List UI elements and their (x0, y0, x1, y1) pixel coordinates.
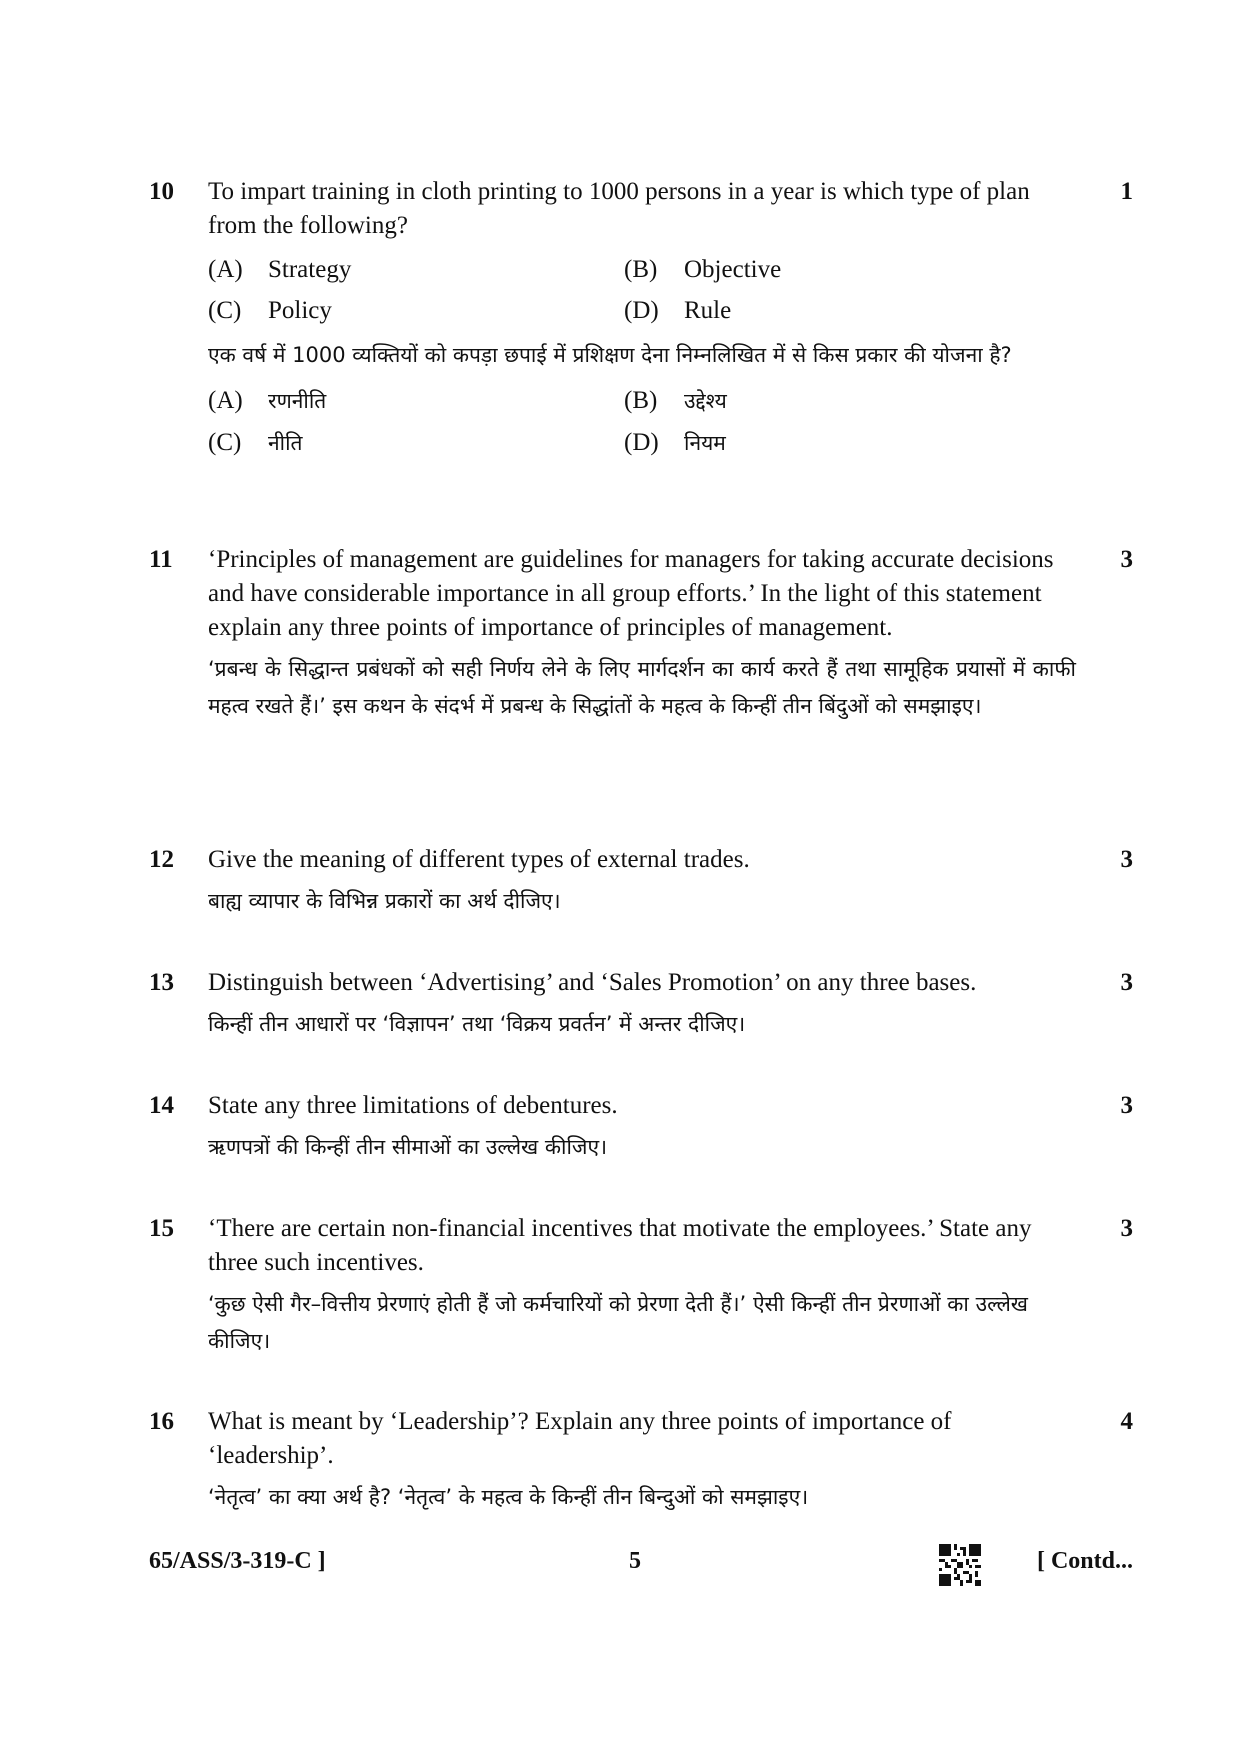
question-number: 10 (149, 178, 174, 205)
question-text-hindi: ‘नेतृत्व’ का क्या अर्थ है? ‘नेतृत्व’ के महत्व के किन्हीं तीन बिन्दुओं को समझाइए। (208, 1485, 809, 1509)
question-body (208, 175, 1076, 464)
question-marks: 3 (1120, 1215, 1133, 1242)
question-text-hindi: बाह्य व्यापार के विभिन्न प्रकारों का अर्थ दीजिए। (208, 889, 561, 913)
option-d-hindi: (D) नियम (624, 429, 726, 456)
question-marks: 3 (1120, 969, 1133, 996)
option-d: (D) Rule (624, 297, 732, 324)
continued-label: [ Contd... (1036, 1548, 1133, 1574)
question-body (208, 1405, 1076, 1516)
question-number: 16 (149, 1408, 174, 1435)
option-c-hindi: (C) नीति (208, 429, 303, 456)
question-number: 13 (149, 969, 174, 996)
question-text-hindi: किन्हीं तीन आधारों पर ‘विज्ञापन’ तथा ‘विक्रय प्रवर्तन’ में अन्तर दीजिए। (208, 1012, 746, 1036)
question-text-english: ‘Principles of management are guidelines for managers for taking accurate decisions and have considerable importance in all group efforts.’ In the light of this statement explain any three points of importance of principles of management. (208, 546, 1054, 641)
option-a-hindi: (A) रणनीति (208, 387, 327, 414)
question-text-english: To impart training in cloth printing to 1000 persons in a year is which type of plan from the following? (208, 178, 1030, 239)
question-text-hindi: ‘कुछ ऐसी गैर–वित्तीय प्रेरणाएं होती हैं जो कर्मचारियों को प्रेरणा देती हैं।’ ऐसी किन्हीं तीन प्रेरणाओं का उल्लेख कीजिए। (208, 1292, 1028, 1353)
page-number: 5 (629, 1548, 641, 1574)
page-footer (149, 1548, 1133, 1588)
paper-code: 65/ASS/3-319-C ] (149, 1548, 326, 1574)
question-text-english: Give the meaning of different types of external trades. (208, 846, 750, 873)
question-number: 11 (149, 546, 173, 573)
options-hindi (208, 380, 1076, 464)
options-english (208, 249, 1076, 331)
option-b: (B) Objective (624, 256, 782, 283)
question-text-english: Distinguish between ‘Advertising’ and ‘Sales Promotion’ on any three bases. (208, 969, 977, 996)
question-text-english: What is meant by ‘Leadership’? Explain any three points of importance of ‘leadership’. (208, 1408, 952, 1469)
question-marks: 4 (1120, 1408, 1133, 1435)
question-body (208, 1212, 1076, 1360)
question-text-english: State any three limitations of debentures. (208, 1092, 618, 1119)
question-body (208, 543, 1076, 725)
question-body (208, 1089, 1076, 1166)
question-marks: 3 (1120, 1092, 1133, 1119)
option-a: (A) Strategy (208, 256, 352, 283)
question-body (208, 843, 1076, 920)
question-number: 15 (149, 1215, 174, 1242)
question-marks: 3 (1120, 846, 1133, 873)
question-number: 14 (149, 1092, 174, 1119)
question-text-hindi: ऋणपत्रों की किन्हीं तीन सीमाओं का उल्लेख कीजिए। (208, 1135, 608, 1159)
question-marks: 3 (1120, 546, 1133, 573)
question-text-english: ‘There are certain non-financial incentives that motivate the employees.’ State any three such incentives. (208, 1215, 1032, 1276)
option-c: (C) Policy (208, 297, 332, 324)
question-body (208, 966, 1076, 1043)
option-b-hindi: (B) उद्देश्य (624, 387, 727, 414)
question-number: 12 (149, 846, 174, 873)
question-text-hindi: एक वर्ष में 1000 व्यक्तियों को कपड़ा छपाई में प्रशिक्षण देना निम्नलिखित में से किस प्रकार की योजना है? (208, 343, 1012, 367)
qr-code-icon (939, 1544, 981, 1586)
question-text-hindi: ‘प्रबन्ध के सिद्धान्त प्रबंधकों को सही निर्णय लेने के लिए मार्गदर्शन का कार्य करते हैं तथा सामूहिक प्रयासों में काफी महत्व रखते हैं।’ इस कथन के संदर्भ में प्रबन्ध के सिद्धांतों के महत्व के किन्हीं तीन बिंदुओं को समझाइए। (208, 657, 1076, 718)
question-marks: 1 (1120, 178, 1133, 205)
